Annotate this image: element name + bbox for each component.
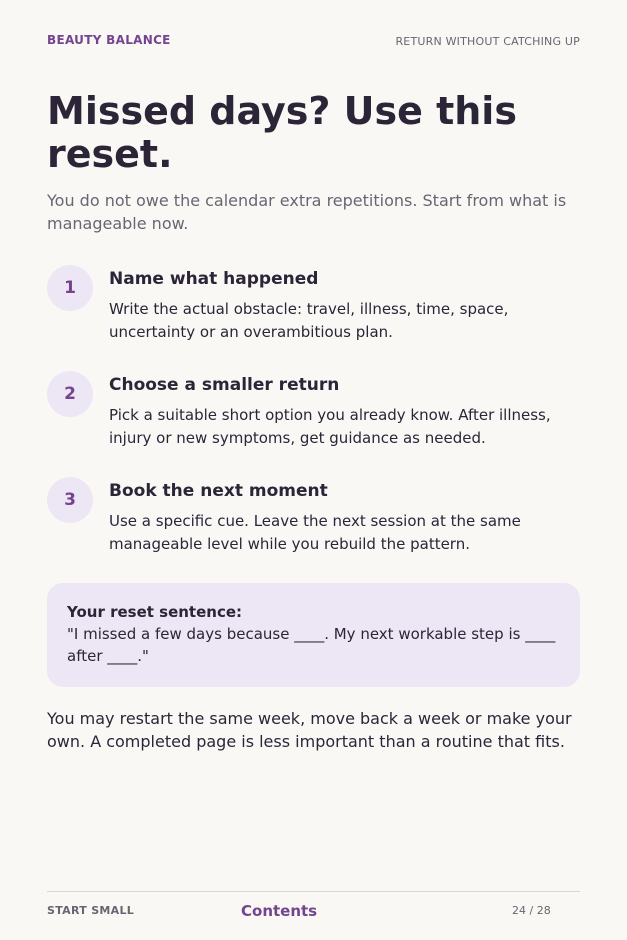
step-description: Use a specific cue. Leave the next session at the same manageable level while you rebuild the pattern. (109, 512, 521, 553)
reset-sentence-callout (47, 583, 580, 687)
page-subtitle: You do not owe the calendar extra repetitions. Start from what is manageable now. (47, 191, 567, 233)
callout-title: Your reset sentence: (67, 603, 243, 621)
step-number-badge: 1 (47, 265, 93, 311)
contents-link[interactable]: Contents (241, 902, 318, 920)
step-item-1 (47, 264, 580, 370)
step-description: Pick a suitable short option you already know. After illness, injury or new symptoms, get guidance as needed. (109, 406, 551, 447)
step-description: Write the actual obstacle: travel, illness, time, space, uncertainty or an overambitious plan. (109, 300, 509, 341)
step-number-badge: 2 (47, 371, 93, 417)
step-title: Name what happened (109, 269, 319, 289)
page-header (47, 32, 580, 52)
step-title: Choose a smaller return (109, 375, 340, 395)
callout-text: "I missed a few days because ____. My next workable step is ____ after ____." (67, 625, 556, 665)
brand-label: BEAUTY BALANCE (47, 33, 171, 47)
step-number-badge: 3 (47, 477, 93, 523)
step-item-2 (47, 370, 580, 476)
steps-list (47, 264, 580, 582)
step-item-3 (47, 476, 580, 582)
step-title: Book the next moment (109, 481, 328, 501)
page-title: Missed days? Use this reset. (47, 89, 517, 176)
section-label: RETURN WITHOUT CATCHING UP (395, 35, 580, 48)
footer-section-label: START SMALL (47, 904, 135, 917)
page-footer (47, 891, 580, 932)
closing-note: You may restart the same week, move back a week or make your own. A completed page is less important than a routine that fits. (47, 709, 572, 751)
page-indicator: 24 / 28 (512, 904, 551, 917)
page (47, 0, 580, 940)
